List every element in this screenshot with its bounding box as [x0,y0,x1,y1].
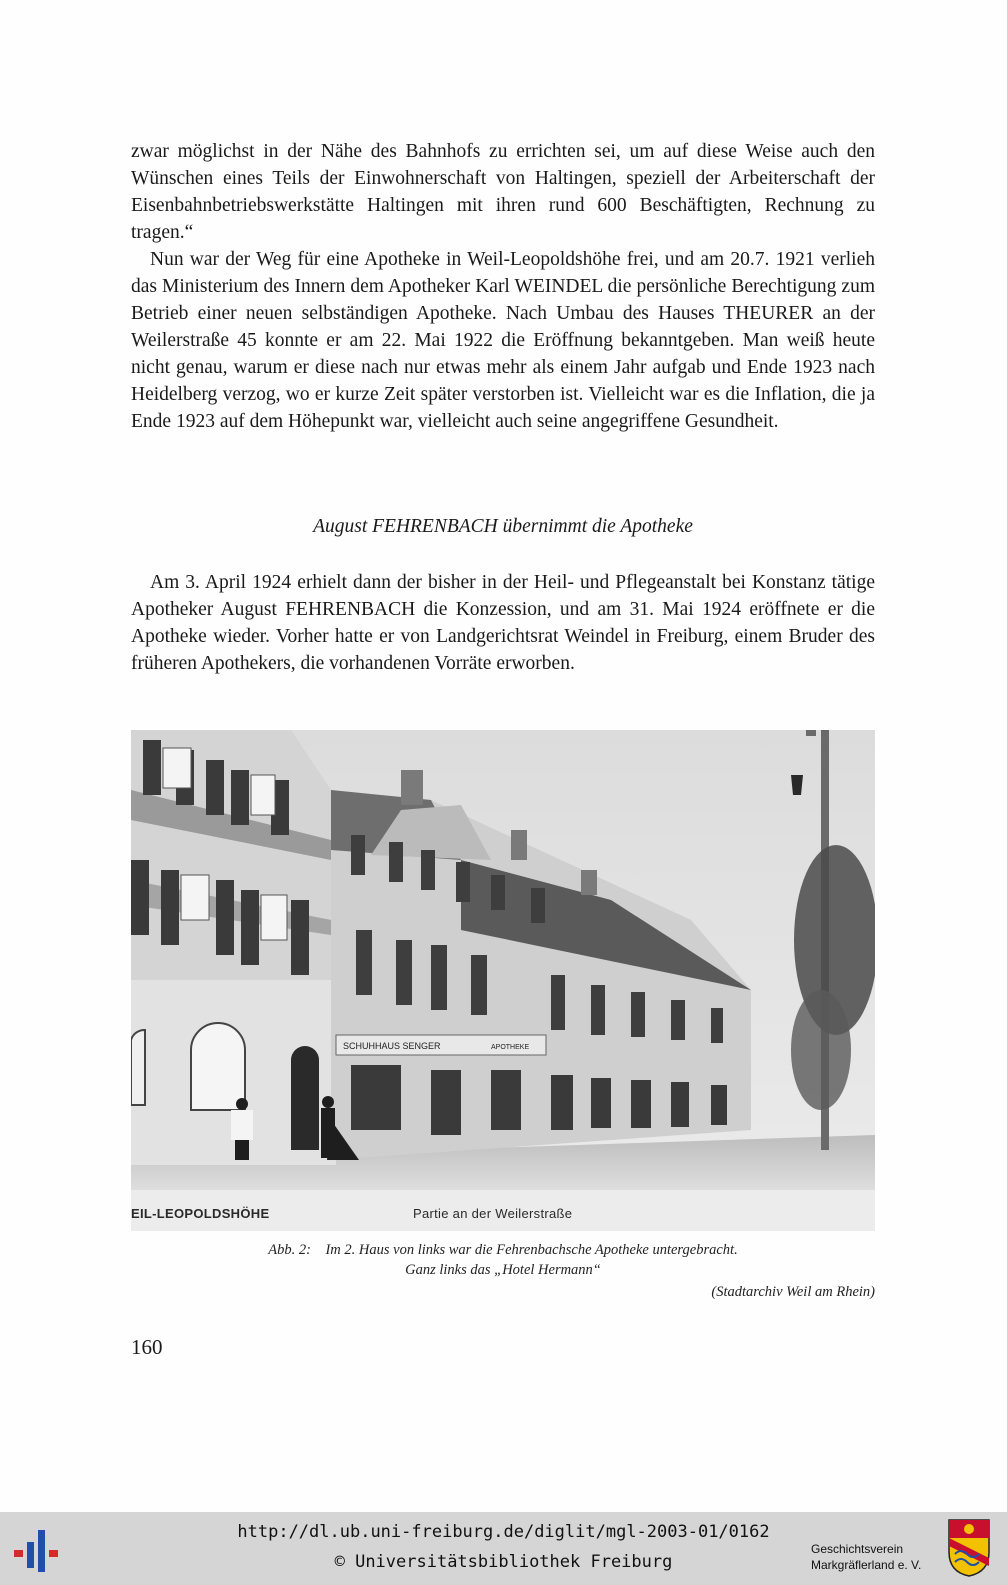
section-heading: August FEHRENBACH übernimmt die Apotheke [313,516,693,537]
viewer-footer [0,1512,1007,1585]
body-paragraph-1: zwar möglichst in der Nähe des Bahnhofs zu errichten sei, um auf diese Weise auch den Wünschen eines Teils der Einwohnerschaft von Haltingen, speziell der Arbeiterschaft der Eisenbahnbetriebswerkstätte Haltingen mit ihren rund 600 Beschäftigten, Rechnung zu tragen.“ [131,141,875,243]
photo-illustration [131,730,875,1231]
society-name [811,1541,939,1573]
photo-label-place: EIL-LEOPOLDSHÖHE [131,1206,270,1221]
permalink-url[interactable]: http://dl.ub.uni-freiburg.de/diglit/mgl-2003-01/0162 [237,1522,770,1542]
society-line-1: Geschichtsverein [811,1542,904,1556]
historic-street-photo [131,730,875,1231]
coat-of-arms-icon [947,1518,991,1578]
sign-schuhhaus: SCHUHHAUS SENGER [343,1041,441,1051]
body-paragraph-3: Am 3. April 1924 erhielt dann der bisher in der Heil- und Pflegeanstalt bei Konstanz tätige Apotheker August FEHRENBACH die Konzession, und am 31. Mai 1924 eröffnete er die Apotheke wieder. Vorher hatte er von Landgerichtsrat Weindel in Freiburg, einem Bruder des früheren Apothekers, die vorhandenen Vorräte erworben. [131,572,875,674]
figure-caption-line-2: Ganz links das „Hotel Hermann“ [405,1262,601,1278]
sign-apotheke: APOTHEKE [491,1044,530,1051]
society-line-2: Markgräflerland e. V. [811,1558,922,1572]
copyright-notice: © Universitätsbibliothek Freiburg [334,1552,673,1572]
figure-caption-line-1: Abb. 2: Im 2. Haus von links war die Fehrenbachsche Apotheke untergebracht. [268,1242,738,1258]
page-number: 160 [131,1335,163,1359]
body-paragraph-2: Nun war der Weg für eine Apotheke in Weil-Leopoldshöhe frei, und am 20.7. 1921 verlieh das Ministerium des Innern dem Apotheker Karl WEINDEL die persönliche Berechtigung zum Betrieb einer neuen selbständigen Apotheke. Nach Umbau des Hauses THEURER an der Weilerstraße 45 konnte er am 22. Mai 1922 die Eröffnung bekanntgeben. Man weiß heute nicht genau, warum er diese nach nur etwas mehr als einem Jahr aufgab und Ende 1923 nach Heidelberg verzog, wo er kurze Zeit später verstorben ist. Vielleicht war es die Inflation, die ja Ende 1923 auf dem Höhepunkt war, vielleicht auch seine angegriffene Gesundheit. [131,249,875,432]
photo-label-caption: Partie an der Weilerstraße [413,1206,573,1221]
figure-source: (Stadtarchiv Weil am Rhein) [711,1284,875,1300]
